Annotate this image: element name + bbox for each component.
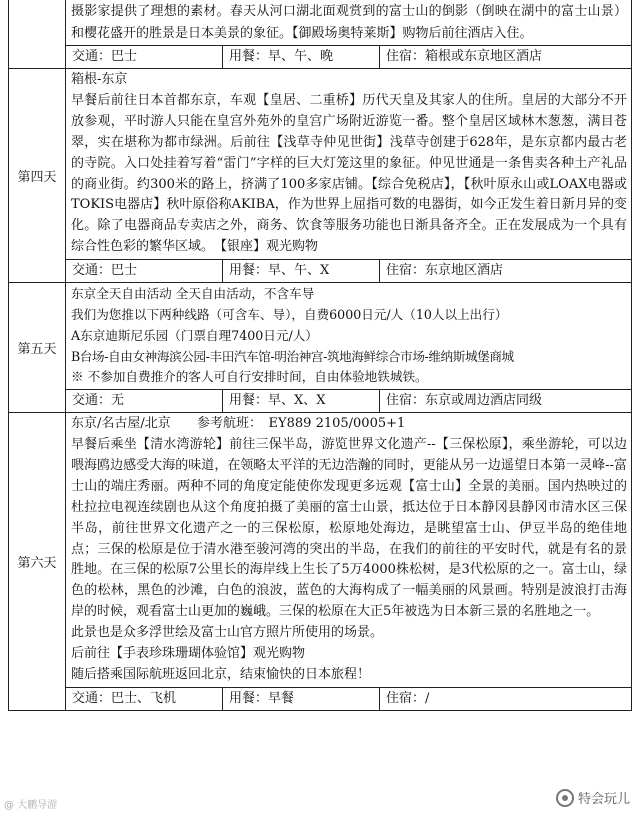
day6-meals: 用餐：早餐 <box>223 688 380 710</box>
day6-extra-3: 随后搭乘国际航班返回北京，结束愉快的日本旅程！ <box>71 667 371 683</box>
day4-text: 早餐后前往日本首都东京，车观【皇居、二重桥】历代天皇及其家人的住所。皇居的大部分不开放参观，平时游人只能在皇宫外苑外的皇宫广场附近游览一番。整个皇居区域林木葱葱，满目苍翠，实在堪称为都市绿洲。后前往【浅草寺仲见世街】浅草寺创建于628年，是东京都内最古老的寺院。入口处挂着写着“雷门”字样的巨大灯笼这里的象征。仲见世通是一条售卖各种土产礼品的商业街。约300米的路上，挤满了100多家店铺。【综合免税店】，【秋叶原永山或LOAX电器或TOKIS电器店】秋叶原俗称AKIBA，作为世界上屈指可数的电器街，如今正发生着日新月异的变化。除了电器商品专卖店之外，商务、饮食等服务功能也日渐具备齐全。正在发展成为一个具有综合性色彩的繁华区域。 【银座】观光购物 <box>71 92 627 255</box>
day4-description <box>66 69 631 259</box>
day5-meals: 用餐：早、X、X <box>223 390 380 412</box>
day6-text: 早餐后乘坐【清水湾游轮】前往三保半岛，游览世界文化遗产--【三保松原】，乘坐游轮，可以边喂海鸥边感受大海的味道，在领略太平洋的无边浩瀚的同时，更能从另一边遥望日本第一灵峰--富士山的端庄秀丽。两种不同的角度定能使你发现更多远观【富士山】全景的美丽。国内热映过的杜拉拉电视连续剧也从这个角度拍摄了美丽的富士山景，抵达位于日本静冈县静冈市清水区三保半岛，前往世界文化遗产之一的三保松原，松原地处海边，是眺望富士山、伊豆半岛的绝佳地点；三保的松原是位于清水港至骏河湾的突出的半岛，在我们的前往的平安时代，就是有名的景胜地。在三保的松原7公里长的海岸线上生长了5万4000株松树，是3代松原的之一。富士山，绿色的松林，黑色的沙滩，白色的浪波，蓝色的大海构成了一幅美丽的风景画。特别是波浪打击海岸的时候，观看富士山更加的巍峨。三保的松原在大正5年被选为日本新三景的名胜地之一。 <box>71 437 627 620</box>
day3-body <box>66 0 631 68</box>
day5-line-5: ※ 不参加自费推介的客人可自行安排时间，自由体验地铁城铁。 <box>71 369 428 385</box>
day6-extra-2: 后前往【手表珍珠珊瑚体验馆】观光购物 <box>71 646 306 662</box>
itinerary-table <box>8 0 632 711</box>
day4-transport: 交通：巴士 <box>66 260 223 282</box>
day5-line-2: 我们为您推以下两种线路（可含车、导），自费6000日元/人（10人以上出行） <box>71 306 508 322</box>
day4-info <box>66 259 631 282</box>
day4-row <box>9 69 631 283</box>
day6-flight: 参考航班： EY889 2105/0005+1 <box>197 416 406 432</box>
day3-label-cell <box>9 0 66 68</box>
day3-meals: 用餐：早、午、晚 <box>223 46 380 68</box>
day5-line-4: B台场-自由女神海滨公园-丰田汽车馆-明治神宫-筑地海鲜综合市场-维纳斯城堡商城 <box>71 348 514 364</box>
day6-hotel: 住宿：/ <box>386 690 430 706</box>
watermark-right <box>556 788 630 807</box>
day6-description <box>66 413 631 687</box>
day5-label: 第五天 <box>9 283 66 412</box>
day3-text: 摄影家提供了理想的素材。春天从河口湖北面观赏到的富士山的倒影（倒映在湖中的富士山景）和樱花盛开的胜景是日本美景的象征。【御殿场奥特莱斯】购物后前往酒店入住。 <box>71 4 627 41</box>
day4-hotel: 住宿：东京地区酒店 <box>386 263 504 279</box>
day3-description <box>66 0 631 45</box>
day5-hotel: 住宿：东京或周边酒店同级 <box>386 393 543 409</box>
day4-route: 箱根-东京 <box>71 72 128 87</box>
day4-label: 第四天 <box>9 69 66 282</box>
watermark-right-text: 特会玩儿 <box>577 792 630 807</box>
day6-body <box>66 413 631 710</box>
day6-row <box>9 413 631 711</box>
day6-route: 东京/名古屋/北京 <box>71 416 171 432</box>
day3-info <box>66 45 631 68</box>
day6-header <box>71 414 627 435</box>
wechat-logo-icon <box>556 789 574 807</box>
day4-body <box>66 69 631 282</box>
day6-transport: 交通：巴士、飞机 <box>66 688 223 710</box>
day3-transport: 交通：巴士 <box>66 46 223 68</box>
day5-row <box>9 283 631 413</box>
day6-label: 第六天 <box>9 413 66 710</box>
day5-description <box>66 283 631 389</box>
day6-info <box>66 687 631 710</box>
day5-transport: 交通：无 <box>66 390 223 412</box>
day3-hotel: 住宿：箱根或东京地区酒店 <box>386 49 543 64</box>
day5-line-3: A东京迪斯尼乐园（门票自理7400日元/人） <box>71 327 318 343</box>
day5-info <box>66 389 631 412</box>
watermark-left: @ 大鹏导游 <box>4 800 58 811</box>
day6-extra-1: 此景也是众多浮世绘及富士山官方照片所使用的场景。 <box>71 625 384 641</box>
day3-row <box>9 0 631 69</box>
day5-body <box>66 283 631 412</box>
day4-meals: 用餐：早、午、X <box>223 260 380 282</box>
day5-line-1: 东京全天自由活动 全天自由活动，不含车导 <box>71 286 315 302</box>
